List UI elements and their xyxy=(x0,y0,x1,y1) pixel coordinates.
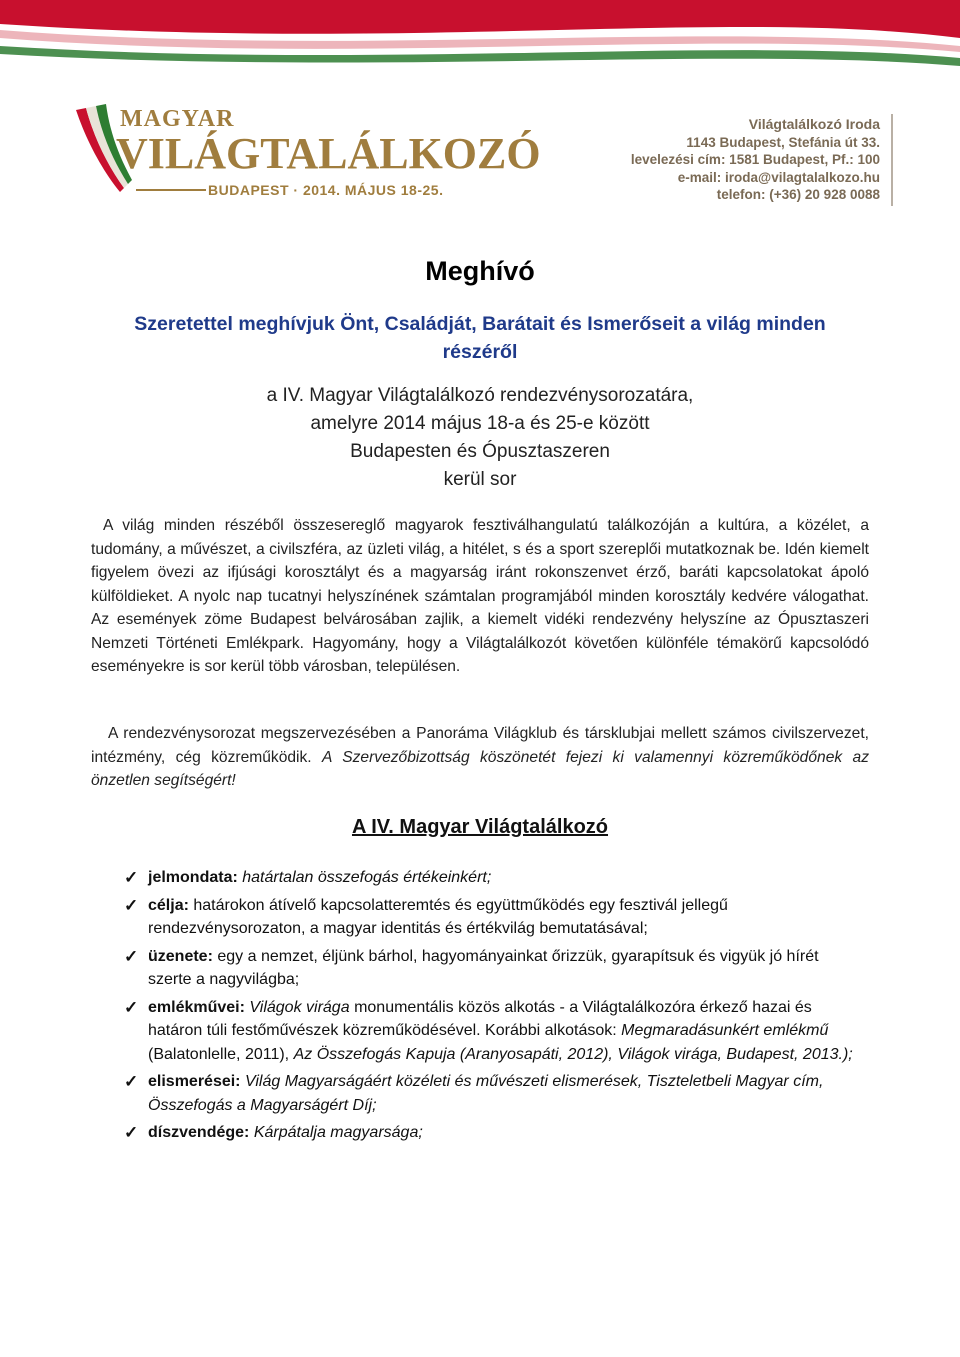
event-line: kerül sor xyxy=(443,469,517,490)
list-item-monuments xyxy=(124,996,864,1067)
logo-magyar-text: MAGYAR xyxy=(120,106,235,132)
list-item-awards xyxy=(124,1070,864,1117)
item-italic: Megmaradásunkért emlékmű xyxy=(621,1022,829,1039)
checkmark-icon: ✓ xyxy=(124,868,139,887)
intro-paragraph: A világ minden részéből összesereglő magyarok fesztiválhangulatú találkozóján a kultúra, a közélet, a tudomány, a művészet, a civilszféra, az üzleti világ, a hitélet, s és a sport szereplői mutatkoznak be. Idén kiemelt figyelem övezi az ifjúsági korosztályt és a magyarság iránt rokonszenvet érző, baráti kapcsolatokat ápoló külföldieket. A nyolc nap tucatnyi helyszínének számtalan programjából minden korosztály kedvére válogathat. Az események zöme Budapest belvárosában zajlik, a kiemelt vidéki rendezvény helyszíne az Ópusztaszeri Nemzeti Történeti Emlékpark. Hagyomány, hogy a Világtalálkozót követően különféle témakörű kapcsolódó eseményekre is sor kerül több városban, településen. xyxy=(91,517,869,675)
office-name: Világtalálkozó Iroda xyxy=(748,116,880,132)
contact-divider xyxy=(891,114,893,206)
office-address: 1143 Budapest, Stefánia út 33. xyxy=(686,134,880,150)
item-label: célja: xyxy=(148,896,189,914)
item-label: elismerései: xyxy=(148,1073,241,1090)
postal-address: levelezési cím: 1581 Budapest, Pf.: 100 xyxy=(630,152,880,167)
checkmark-icon: ✓ xyxy=(124,997,139,1017)
event-announcement xyxy=(120,382,840,494)
item-text: monumentális közös alkotás - a Világtalálkozóra érkező hazai és határon túli festőművészek közreműködésével. Korábbi alkotások: xyxy=(148,998,812,1039)
checkmark-icon: ✓ xyxy=(124,946,139,966)
phone-number: telefon: (+36) 20 928 0088 xyxy=(716,187,880,202)
item-text: határokon átívelő kapcsolatteremtés és együttműködés egy fesztivál jellegű rendezvénysorozaton, a magyar identitás és értékvilág bemutatásával; xyxy=(148,896,728,937)
thanks-text: A Szervezőbizottság köszönetét fejezi ki valamennyi közreműködőnek az önzetlen segítségért! xyxy=(91,748,869,789)
item-label: emlékművei: xyxy=(148,998,245,1016)
item-text: (Balatonlelle, 2011), xyxy=(148,1045,290,1063)
list-item-goal xyxy=(124,894,864,941)
logo-divider xyxy=(136,189,206,191)
top-decorative-band xyxy=(0,0,960,70)
list-item-message xyxy=(124,945,864,992)
item-italic: Világok virága xyxy=(249,998,350,1016)
logo-vilagtalalkozo-text: VILÁGTALÁLKOZÓ xyxy=(116,129,541,178)
checkmark-icon: ✓ xyxy=(124,1072,139,1091)
item-label: díszvendége: xyxy=(148,1124,250,1141)
features-list xyxy=(124,866,864,1149)
event-line: amelyre 2014 május 18-a és 25-e között xyxy=(310,413,650,434)
organizers-paragraph xyxy=(91,722,869,793)
section-title: A IV. Magyar Világtalálkozó xyxy=(351,816,609,838)
item-text: egy a nemzet, éljünk bárhol, hagyományainkat őrizzük, gyarapítsuk és vigyük jó hírét szerte a nagyvilágba; xyxy=(148,947,819,988)
item-text: Kárpátalja magyarsága; xyxy=(253,1124,423,1141)
event-line: a IV. Magyar Világtalálkozó rendezvénysorozatára, xyxy=(266,385,694,406)
checkmark-icon: ✓ xyxy=(124,1123,139,1142)
page-title: Meghívó xyxy=(425,256,535,286)
event-line: Budapesten és Ópusztaszeren xyxy=(350,441,610,462)
checkmark-icon: ✓ xyxy=(124,895,139,915)
magyar-vilagtalalkozo-logo xyxy=(72,100,541,200)
item-text: Világ Magyarságáért közéleti és művészeti elismerések, Tiszteletbeli Magyar cím, Összefogás a Magyarságért Díj; xyxy=(148,1073,824,1114)
contact-info xyxy=(631,116,880,204)
item-text: határtalan összefogás értékeinkért; xyxy=(242,869,492,886)
item-italic: Az Összefogás Kapuja (Aranyosapáti, 2012), Világok virága, Budapest, 2013.); xyxy=(293,1045,853,1063)
item-label: jelmondata: xyxy=(148,869,238,886)
invitation-subtitle: Szeretettel meghívjuk Önt, Családját, Barátait és Ismerőseit a világ minden részéről xyxy=(134,313,826,363)
organizers-text: A rendezvénysorozat megszervezésében a Panoráma Világklub és társklubjai mellett számos civilszervezet, intézmény, cég közreműködik. xyxy=(91,725,869,766)
list-item-guest xyxy=(124,1121,864,1145)
email-address[interactable]: e-mail: iroda@vilagtalalkozo.hu xyxy=(677,169,880,185)
item-label: üzenete: xyxy=(148,947,213,965)
list-item-motto xyxy=(124,866,864,890)
logo-date-text: BUDAPEST · 2014. MÁJUS 18-25. xyxy=(208,182,444,198)
